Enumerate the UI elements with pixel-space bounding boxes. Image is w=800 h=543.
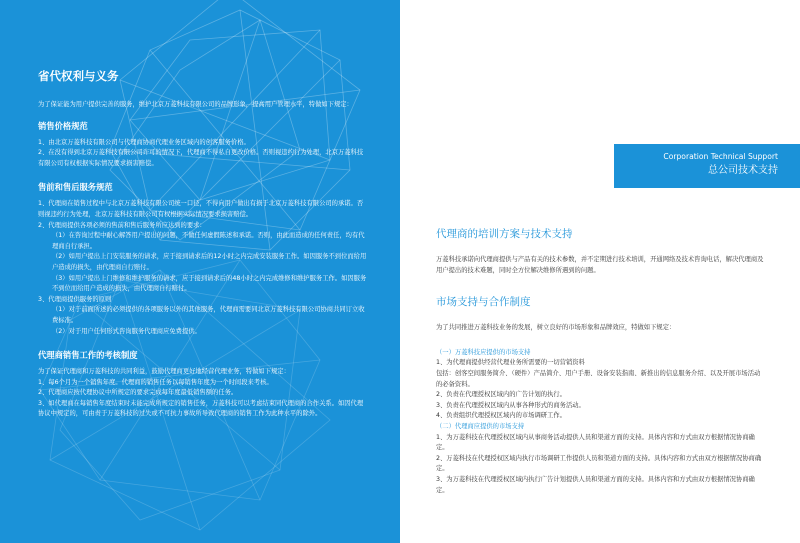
- service-line: 1、代理商在销售过程中与北京万菱科技有限公司统一口径，不得向用户做出有损于北京万菱科技有限公司的承诺。否则视违约行为处理，北京万菱科技有限公司有权根据实际情况要求损害赔偿。: [38, 200, 364, 218]
- agent-support-line: 1、为万菱科技在代理授权区域内从事商务活动提供人员和渠道方面的支持。具体内容和方式由双方根据情况协商确定。: [436, 433, 755, 452]
- section-title-market: 市场支持与合作制度: [436, 296, 531, 309]
- assessment-line: 为了保证代理商和万菱科技的共同利益，鼓励代理商更好地经营代理业务，特做如下规定：: [38, 368, 290, 376]
- assessment-line: 1、每6个月为一个销售年度。代理商的销售任务以每销售年度为一个时间段来考核。: [38, 378, 273, 386]
- right-page: [400, 0, 800, 543]
- company-support-line: 4、负责组织代理授权区域内的市场调研工作。: [436, 412, 566, 420]
- subsection-title-company-support: （一）万菱科技应提供的市场支持: [436, 348, 531, 356]
- company-support-line: 3、负责在代理授权区域内从事各种形式的商务活动。: [436, 401, 585, 409]
- company-support-line: 1、为代理商提供经营代理业务所需要的一切营销资料: [436, 359, 585, 367]
- agent-support-line: 2、万菱科技在代理授权区域内执行市场调研工作提供人员和渠道方面的支持。具体内容和方式由双方根据情况协商确定。: [436, 454, 762, 473]
- service-line: （2）对于用户任何形式咨询服务代理商应免费提供。: [52, 327, 201, 335]
- banner-english-title: Corporation Technical Support: [663, 152, 778, 161]
- right-content: [436, 226, 766, 496]
- price-line: 2、在没有得到北京万菱科技有限公司许可的情况下，代理商不得私自更改价格。否则视违约行为处理，北京万菱科技有限公司有权根据实际情况要求损害赔偿。: [38, 149, 364, 167]
- service-line: 3、代理商提供服务的原则: [38, 295, 112, 303]
- banner-chinese-title: 总公司技术支持: [708, 165, 778, 176]
- company-support-line: 2、负责在代理授权区域内的广告计划的执行。: [436, 391, 566, 399]
- service-line: （1）对于前面所述的必须提供的各项服务以外的其他服务，代理商需要同北京万菱科技有限公司协商共同订立收费标准。: [52, 306, 365, 324]
- service-line: （1）在咨询过程中耐心解答用户提出的问题，不做任何虚假陈述和承诺。否则，由此而造成的任何责任，均有代理商自行承担。: [52, 232, 365, 250]
- service-line: 2、代理商提供各项必须的售前和售后服务所应达到的要求：: [38, 221, 206, 229]
- assessment-line: 2、代理商应按代理协议中所规定的要求完成每年度最低销售额的任务。: [38, 389, 238, 397]
- subsection-title-agent-support: （二）代理商应提供的市场支持: [436, 422, 525, 430]
- left-intro: 为了保证能为用户提供完善的服务，维护北京万菱科技有限公司的品牌形象，提高用户管理水平，特做如下规定：: [38, 101, 353, 108]
- left-content: [38, 68, 368, 420]
- agent-support-line: 3、为万菱科技在代理授权区域内执行广告计划提供人员和渠道方面的支持。具体内容和方式由双方根据情况协商确定。: [436, 475, 755, 494]
- company-support-line: 包括：创客空间服务简介、（硬件）产品简介、用户手册、设备安装指南、新推出的信息服务介绍、以及开展市场活动的必备资料。: [436, 369, 761, 388]
- left-page-title: 省代权利与义务: [38, 69, 119, 83]
- assessment-line: 3、如代理商在每销售年度结束时未能完成所规定的销售任务，万菱科技可以考虑结束同代理商的合作关系。如因代理协议中规定的，可由责于万菱科技的过失或不可抗力事故所导致代理商的销售工作为此种水平的除外。: [38, 399, 364, 418]
- training-text: 万菱科技承诺向代理商提供与产品有关的技术参数，并不定期进行技术培训，开通网络及技术咨询电话，解决代理商及用户提出的技术难题，同时全方位解决维修所遇到的问题。: [436, 256, 764, 274]
- section-heading-assessment: 代理商销售工作的考核制度: [38, 350, 138, 361]
- section-heading-price: 销售价格规范: [38, 120, 88, 131]
- service-line: （2）如用户提出上门安装服务的请求，应于接到请求后的12小时之内完成安装服务工作。如因服务不到位而给用户造成的损失，由代理商自行赔付。: [52, 253, 367, 271]
- market-intro: 为了共同推进万菱科技业务的发展，树立良好的市场形象和品牌效应，特做如下规定：: [436, 324, 676, 332]
- section-heading-service: 售前和售后服务规范: [38, 182, 113, 193]
- tech-support-banner: [614, 144, 800, 188]
- section-title-training: 代理商的培训方案与技术支持: [436, 228, 573, 240]
- service-line: （3）如用户提出上门维修和维护服务的请求，应于接到请求后的48小时之内完成维修和维护服务工作。如因服务不到位而给用户造成的损失，由代理商自行赔付。: [52, 274, 367, 293]
- price-line: 1、由北京万菱科技有限公司与代理商协商代理业务区域内的创客服务价格。: [38, 138, 250, 146]
